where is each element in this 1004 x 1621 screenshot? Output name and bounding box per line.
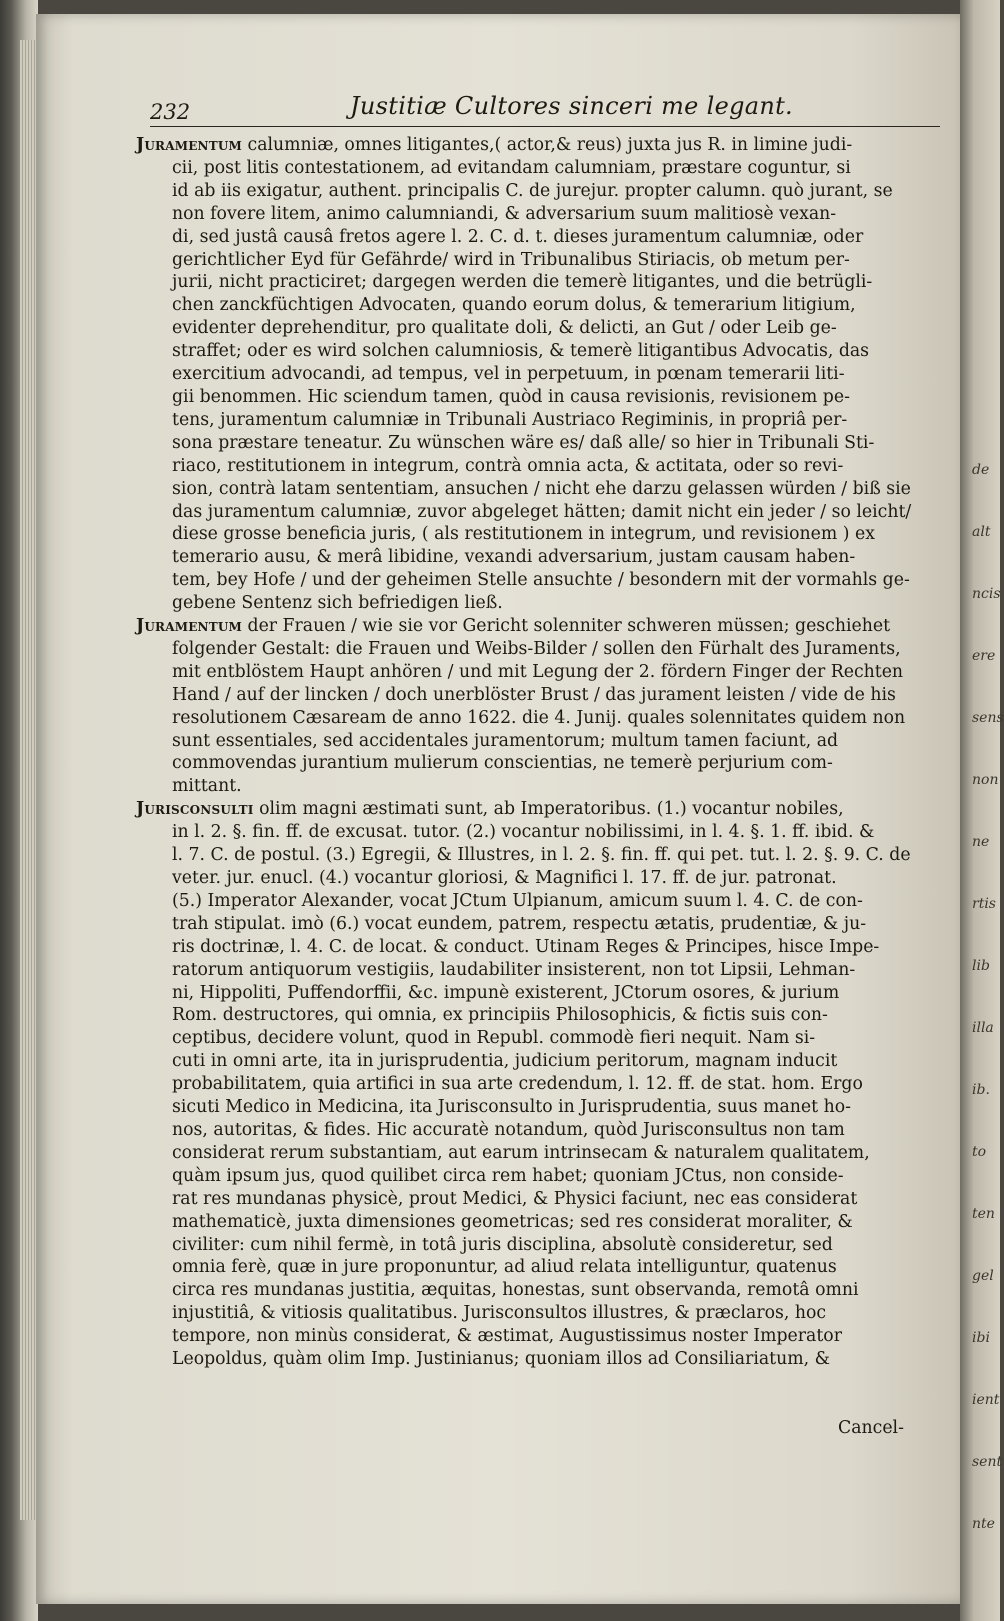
- entry-text: nos, autoritas, & fides. Hic accuratè notandum, quòd Jurisconsultus non tam: [172, 1119, 845, 1140]
- facing-page-fragment: lib: [972, 958, 990, 974]
- entry-text: non fovere litem, animo calumniandi, & adversarium suum malitiosè vexan-: [172, 203, 837, 224]
- entry-text: jurii, nicht practiciret; dargegen werden die temerè litigantes, und die betrügli-: [172, 272, 873, 293]
- entry-first-line: [136, 615, 956, 638]
- running-title: Justitiæ Cultores sinceri me legant.: [350, 92, 793, 120]
- entry-text: tem, bey Hofe / und der geheimen Stelle ansuchte / besondern mit der vormahls ge-: [172, 570, 910, 591]
- entry-line: [136, 226, 956, 249]
- dictionary-entry: [136, 798, 956, 1371]
- entry-text: di, sed justâ causâ fretos agere l. 2. C. d. t. dieses juramentum calumniæ, oder: [172, 226, 864, 247]
- facing-page-fragment: sens: [972, 710, 1004, 726]
- entry-text: mit entblöstem Haupt anhören / und mit Legung der 2. fördern Finger der Rechten: [172, 661, 904, 682]
- entry-line: [136, 982, 956, 1005]
- entry-text: olim magni æstimati sunt, ab Imperatoribus. (1.) vocantur nobiles,: [259, 799, 844, 820]
- entry-text: mathematicè, juxta dimensiones geometricas; sed res considerat moraliter, &: [172, 1211, 853, 1232]
- entry-headword: Jurisconsulti: [136, 799, 254, 820]
- entry-text: veter. jur. enucl. (4.) vocantur gloriosi, & Magnifici l. 17. ff. de jur. patronat.: [172, 868, 837, 888]
- entry-text: sion, contrà latam sententiam, ansuchen / nicht ehe darzu gelassen würden / biß sie: [172, 478, 911, 499]
- facing-page-fragment: rtis: [972, 896, 996, 912]
- entry-line: [136, 317, 956, 340]
- entry-text: probabilitatem, quia artifici in sua arte credendum, l. 12. ff. de stat. hom. Ergo: [172, 1074, 863, 1095]
- entry-text: l. 7. C. de postul. (3.) Egregii, & Illustres, in l. 2. §. fin. ff. qui pet. tut. l. 2. §. 9. C. de: [172, 845, 911, 866]
- facing-page-fragment: alt: [972, 524, 991, 540]
- entry-line: [136, 523, 956, 546]
- entry-line: [136, 340, 956, 363]
- entry-line: [136, 592, 956, 615]
- entry-text: sunt essentiales, sed accidentales juramentorum; multum tamen faciunt, ad: [172, 730, 839, 751]
- facing-page-fragment: ere: [972, 648, 996, 664]
- entry-line: [136, 455, 956, 478]
- entry-text: sona præstare teneatur. Zu wünschen wäre es/ daß alle/ so hier in Tribunali Sti-: [172, 432, 875, 453]
- facing-page-fragment: illa: [972, 1020, 994, 1036]
- entry-line: [136, 867, 956, 890]
- entry-text: Leopoldus, quàm olim Imp. Justinianus; quoniam illos ad Consiliariatum, &: [172, 1349, 830, 1370]
- entry-first-line: [136, 134, 956, 157]
- entry-line: [136, 1279, 956, 1302]
- entry-text: quàm ipsum jus, quod quilibet circa rem habet; quoniam JCtus, non conside-: [172, 1165, 844, 1186]
- entry-line: [136, 1165, 956, 1188]
- entry-line: [136, 271, 956, 294]
- facing-page-edge: [960, 0, 1004, 1621]
- entry-line: [136, 1027, 956, 1050]
- entry-line: [136, 1096, 956, 1119]
- entry-line: [136, 569, 956, 592]
- entry-line: [136, 294, 956, 317]
- entry-text: straffet; oder es wird solchen calumniosis, & temerè litigantibus Advocatis, das: [172, 341, 870, 362]
- entry-line: [136, 959, 956, 982]
- entry-line: [136, 1256, 956, 1279]
- entry-line: [136, 844, 956, 867]
- page-number: 232: [150, 100, 191, 124]
- entry-line: [136, 157, 956, 180]
- facing-page-fragment: ient: [972, 1392, 1000, 1408]
- entry-line: [136, 409, 956, 432]
- entry-text: ratorum antiquorum vestigiis, laudabiliter insisterent, non tot Lipsii, Lehman-: [172, 959, 856, 980]
- entry-text: gebene Sentenz sich befriedigen ließ.: [172, 593, 503, 614]
- entry-line: [136, 1004, 956, 1027]
- entry-text: exercitium advocandi, ad tempus, vel in perpetuum, in pœnam temerarii liti-: [172, 364, 845, 385]
- entry-line: [136, 180, 956, 203]
- facing-page-fragment: ib.: [972, 1082, 990, 1098]
- entry-text: temerario ausu, & merâ libidine, vexandi adversarium, justam causam haben-: [172, 547, 856, 568]
- entry-line: [136, 1325, 956, 1348]
- entry-text: cii, post litis contestationem, ad evitandam calumniam, præstare coguntur, si: [172, 157, 851, 178]
- entry-line: [136, 936, 956, 959]
- entry-line: [136, 546, 956, 569]
- facing-page-fragment: sent: [972, 1454, 1003, 1470]
- entry-first-line: [136, 798, 956, 821]
- entry-text: folgender Gestalt: die Frauen und Weibs-Bilder / sollen den Fürhalt des Juraments,: [172, 638, 901, 659]
- facing-page-fragment: de: [972, 462, 990, 478]
- entry-text: civiliter: cum nihil fermè, in totâ juris disciplina, absolutè consideretur, sed: [172, 1234, 833, 1255]
- entry-line: [136, 386, 956, 409]
- entry-line: [136, 1234, 956, 1257]
- entry-text: tempore, non minùs considerat, & æstimat, Augustissimus noster Imperator: [172, 1326, 842, 1347]
- entry-text: commovendas jurantium mulierum conscientias, ne temerè perjurium com-: [172, 753, 833, 774]
- entry-line: [136, 1119, 956, 1142]
- entry-text: tens, juramentum calumniæ in Tribunali Austriaco Regiminis, in propriâ per-: [172, 409, 848, 430]
- entry-line: [136, 249, 956, 272]
- entry-line: [136, 775, 956, 798]
- entry-text: circa res mundanas justitia, æquitas, honestas, sunt observanda, remotâ omni: [172, 1280, 859, 1301]
- entry-text: id ab iis exigatur, authent. principalis C. de jurejur. propter calumn. quò jurant, se: [172, 180, 893, 201]
- entry-text: trah stipulat. imò (6.) vocat eundem, patrem, respectu ætatis, prudentiæ, & ju-: [172, 913, 867, 934]
- entry-text: rat res mundanas physicè, prout Medici, & Physici faciunt, nec eas considerat: [172, 1188, 858, 1209]
- page-body: [136, 134, 956, 1371]
- dictionary-entry: [136, 134, 956, 615]
- entry-text: sicuti Medico in Medicina, ita Jurisconsulto in Jurisprudentia, suus manet ho-: [172, 1097, 851, 1118]
- entry-line: [136, 363, 956, 386]
- entry-text: Rom. destructores, qui omnia, ex principiis Philosophicis, & fictis suis con-: [172, 1005, 828, 1026]
- entry-text: chen zanckfüchtigen Advocaten, quando eorum dolus, & temerarium litigium,: [172, 295, 856, 316]
- entry-line: [136, 1073, 956, 1096]
- entry-text: (5.) Imperator Alexander, vocat JCtum Ulpianum, amicum suum l. 4. C. de con-: [172, 890, 863, 911]
- entry-line: [136, 1188, 956, 1211]
- entry-line: [136, 1142, 956, 1165]
- entry-line: [136, 730, 956, 753]
- entry-text: resolutionem Cæsaream de anno 1622. die 4. Junij. quales solennitates quidem non: [172, 707, 906, 728]
- facing-page-fragment: gel: [972, 1268, 994, 1284]
- entry-line: [136, 478, 956, 501]
- entry-text: cuti in omni arte, ita in jurisprudentia, judicium peritorum, magnam inducit: [172, 1051, 838, 1072]
- entry-line: [136, 1302, 956, 1325]
- facing-page-fragment: ibi: [972, 1330, 990, 1346]
- facing-page-fragment: ncis: [972, 586, 1001, 602]
- facing-page-fragment: to: [972, 1144, 987, 1160]
- page-header: [150, 92, 940, 127]
- entry-line: [136, 913, 956, 936]
- entry-text: evidenter deprehenditur, pro qualitate doli, & delicti, an Gut / oder Leib ge-: [172, 318, 837, 339]
- entry-text: injustitiâ, & vitiosis qualitatibus. Jurisconsultos illustres, & præclaros, hoc: [172, 1303, 827, 1324]
- entry-line: [136, 707, 956, 730]
- entry-text: ris doctrinæ, l. 4. C. de locat. & conduct. Utinam Reges & Principes, hisce Impe-: [172, 936, 880, 957]
- entry-line: [136, 432, 956, 455]
- entry-line: [136, 661, 956, 684]
- entry-text: mittant.: [172, 776, 242, 797]
- entry-text: omnia ferè, quæ in jure proponuntur, ad aliud relata intelliguntur, quatenus: [172, 1257, 837, 1278]
- facing-page-fragment: ne: [972, 834, 990, 850]
- facing-page-fragment: ten: [972, 1206, 995, 1222]
- entry-text: ceptibus, decidere volunt, quod in Republ. commodè fieri nequit. Nam si-: [172, 1028, 816, 1049]
- entry-line: [136, 684, 956, 707]
- entry-text: gerichtlicher Eyd für Gefährde/ wird in Tribunalibus Stiriacis, ob metum per-: [172, 249, 850, 270]
- entry-line: [136, 1211, 956, 1234]
- entry-text: riaco, restitutionem in integrum, contrà omnia acta, & actitata, oder so revi-: [172, 455, 844, 476]
- entry-line: [136, 1050, 956, 1073]
- entry-line: [136, 752, 956, 775]
- entry-text: ni, Hippoliti, Puffendorffii, &c. impunè existerent, JCtorum osores, & jurium: [172, 982, 840, 1003]
- entry-text: gii benommen. Hic sciendum tamen, quòd in causa revisionis, revisionem pe-: [172, 386, 850, 407]
- entry-line: [136, 890, 956, 913]
- entry-line: [136, 821, 956, 844]
- dictionary-entry: [136, 615, 956, 798]
- entry-line: [136, 501, 956, 524]
- entry-headword: Juramentum: [136, 135, 243, 155]
- entry-line: [136, 1348, 956, 1371]
- facing-page-fragment: nte: [972, 1516, 995, 1532]
- entry-line: [136, 203, 956, 226]
- entry-line: [136, 638, 956, 661]
- entry-text: Hand / auf der lincken / doch unerblöster Brust / das jurament leisten / vide de his: [172, 684, 896, 705]
- facing-page-fragment: non: [972, 772, 999, 788]
- entry-headword: Juramentum: [136, 616, 243, 637]
- entry-text: das juramentum calumniæ, zuvor abgeleget hätten; damit nicht ein jeder / so leicht/: [172, 501, 912, 522]
- catchword: Cancel-: [838, 1418, 904, 1438]
- entry-text: der Frauen / wie sie vor Gericht solenniter schweren müssen; geschiehet: [247, 616, 891, 637]
- entry-text: calumniæ, omnes litigantes,( actor,& reus) juxta jus R. in limine judi-: [247, 135, 853, 155]
- entry-text: diese grosse beneficia juris, ( als restitutionem in integrum, und revisionem ) ex: [172, 524, 875, 545]
- entry-text: considerat rerum substantiam, aut earum intrinsecam & naturalem qualitatem,: [172, 1142, 870, 1163]
- entry-text: in l. 2. §. fin. ff. de excusat. tutor. (2.) vocantur nobilissimi, in l. 4. §. 1. ff. ibid. &: [172, 822, 875, 843]
